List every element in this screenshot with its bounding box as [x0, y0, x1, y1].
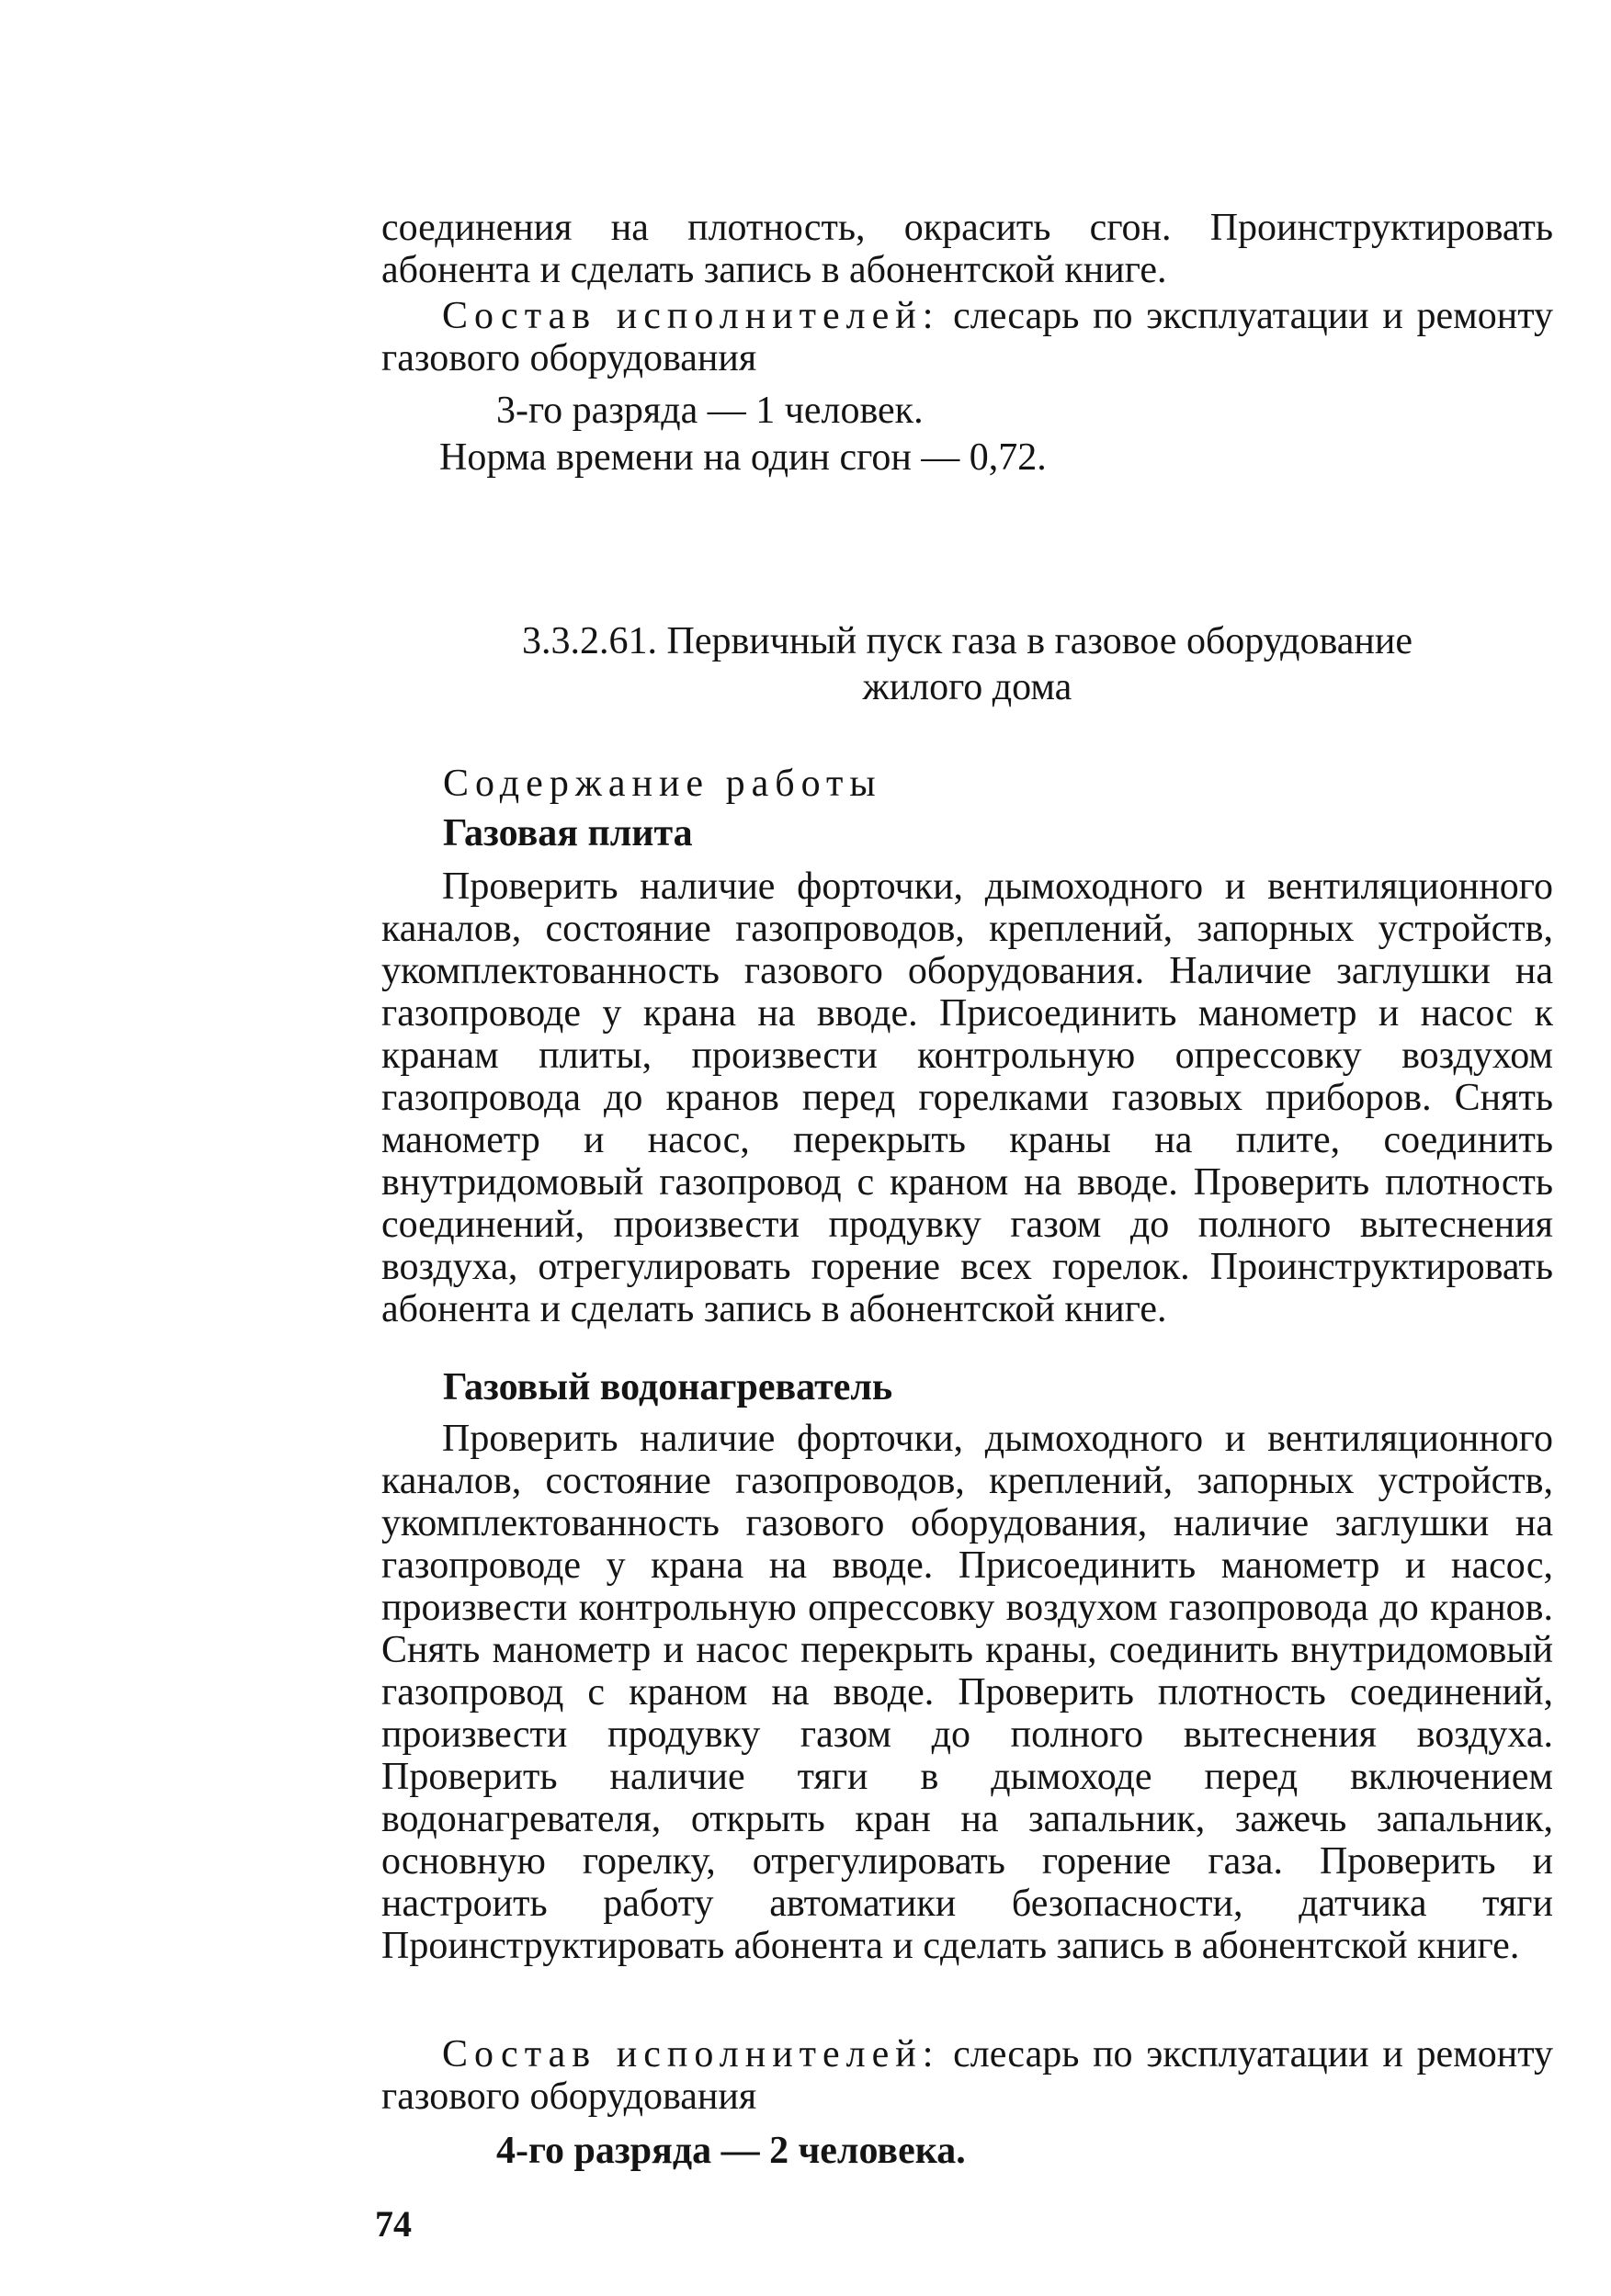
heater-heading: Газовый водонагреватель — [443, 1366, 893, 1408]
section-title-line-2: жилого дома — [862, 666, 1072, 708]
staff-composition-text: слесарь по эксплуатации и ремонту газового оборудования — [381, 295, 1554, 379]
staff-composition-label-2: Состав исполнителей: — [442, 2033, 940, 2075]
staff-grade-2: 4-го разряда — 2 человека. — [496, 2130, 966, 2172]
staff-composition-text-2: слесарь по эксплуатации и ремонту газового оборудования — [381, 2033, 1554, 2118]
top-paragraph: соединения на плотность, окрасить сгон. Проинструктировать абонента и сделать запись в абонентской книге. — [381, 207, 1553, 291]
heater-paragraph: Проверить наличие форточки, дымоходного и вентиляционного каналов, состояние газопроводов, креплений, запорных устройств, укомплектованность газового оборудования, наличие заглушки на газопроводе у крана на вводе. Присоединить манометр и насос, произвести контрольную опрессовку воздухом газопровода до кранов. Снять манометр и насос перекрыть краны, соединить внутридомовый газопровод с краном на вводе. Проверить плотность соединений, произвести продувку газом до полного вытеснения воздуха. Проверить наличие тяги в дымоходе перед включением водонагревателя, открыть кран на запальник, зажечь запальник, основную горелку, отрегулировать горение газа. Проверить и настроить работу автоматики безопасности, датчика тяги Проинструктировать абонента и сделать запись в абонентской книге. — [381, 1418, 1553, 1967]
page-number: 74 — [375, 2203, 412, 2245]
stove-paragraph: Проверить наличие форточки, дымоходного и вентиляционного каналов, состояние газопроводов, креплений, запорных устройств, укомплектованность газового оборудования. Наличие заглушки на газопроводе у крана на вводе. Присоединить манометр и насос к кранам плиты, произвести контрольную опрессовку воздухом газопровода до кранов перед горелками газовых приборов. Снять манометр и насос, перекрыть краны на плите, соединить внутридомовый газопровод с краном на вводе. Проверить плотность соединений, произвести продувку газом до полного вытеснения воздуха, отрегулировать горение всех горелок. Проинструктировать абонента и сделать запись в абонентской книге. — [381, 865, 1553, 1330]
staff-composition-2 — [381, 2033, 1553, 2118]
work-content-heading: Содержание работы — [443, 763, 882, 805]
staff-composition-1 — [381, 295, 1553, 379]
section-title-line-1: 3.3.2.61. Первичный пуск газа в газовое оборудование — [522, 620, 1412, 662]
staff-grade-1: 3-го разряда — 1 человек. — [496, 390, 924, 432]
staff-composition-label: Состав исполнителей: — [442, 295, 940, 337]
stove-heading: Газовая плита — [443, 812, 693, 854]
time-norm-1: Норма времени на один сгон — 0,72. — [439, 436, 1047, 479]
